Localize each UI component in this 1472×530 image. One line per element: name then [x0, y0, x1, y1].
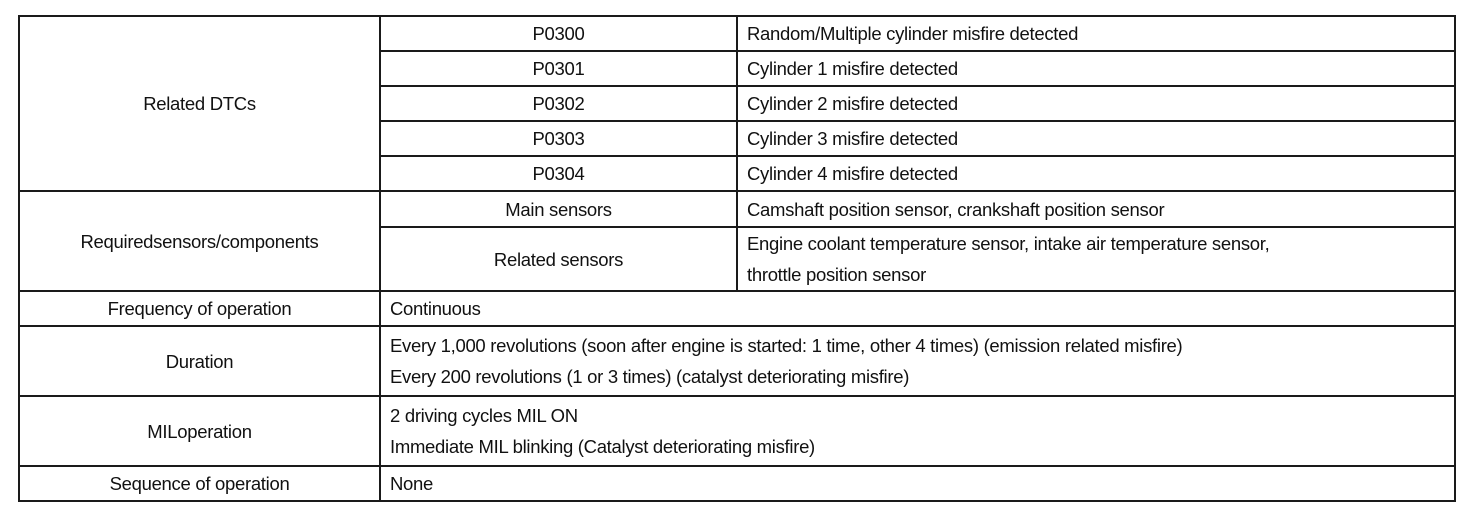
related-sensors-value [737, 227, 1455, 291]
dtc-code: P0301 [380, 51, 737, 86]
dtc-code: P0304 [380, 156, 737, 191]
table-row [19, 291, 1455, 326]
table-row [19, 16, 1455, 51]
sequence-label: Sequence of operation [19, 466, 380, 501]
mil-line: 2 driving cycles MIL ON [390, 405, 578, 426]
dtc-code: P0303 [380, 121, 737, 156]
table-row [19, 326, 1455, 396]
duration-label: Duration [19, 326, 380, 396]
dtc-code: P0302 [380, 86, 737, 121]
mil-operation-label: MILoperation [19, 396, 380, 466]
sequence-value: None [380, 466, 1455, 501]
mil-line: Immediate MIL blinking (Catalyst deteriorating misfire) [390, 436, 815, 457]
frequency-value: Continuous [380, 291, 1455, 326]
dtc-description: Cylinder 3 misfire detected [737, 121, 1455, 156]
duration-line: Every 1,000 revolutions (soon after engine is started: 1 time, other 4 times) (emission related misfire) [390, 335, 1183, 356]
table-row [19, 191, 1455, 227]
related-sensors-line: throttle position sensor [747, 264, 926, 285]
table-row [19, 396, 1455, 466]
mil-operation-value [380, 396, 1455, 466]
dtc-description: Random/Multiple cylinder misfire detected [737, 16, 1455, 51]
related-sensors-label: Related sensors [380, 227, 737, 291]
dtc-description: Cylinder 1 misfire detected [737, 51, 1455, 86]
related-dtcs-label: Related DTCs [19, 16, 380, 191]
duration-value [380, 326, 1455, 396]
dtc-specification-table [18, 15, 1456, 502]
related-sensors-line: Engine coolant temperature sensor, intake air temperature sensor, [747, 233, 1270, 254]
main-sensors-label: Main sensors [380, 191, 737, 227]
required-sensors-label: Requiredsensors/components [19, 191, 380, 291]
table-row [19, 466, 1455, 501]
duration-line: Every 200 revolutions (1 or 3 times) (catalyst deteriorating misfire) [390, 366, 910, 387]
frequency-label: Frequency of operation [19, 291, 380, 326]
dtc-description: Cylinder 2 misfire detected [737, 86, 1455, 121]
main-sensors-value: Camshaft position sensor, crankshaft position sensor [737, 191, 1455, 227]
dtc-code: P0300 [380, 16, 737, 51]
dtc-description: Cylinder 4 misfire detected [737, 156, 1455, 191]
